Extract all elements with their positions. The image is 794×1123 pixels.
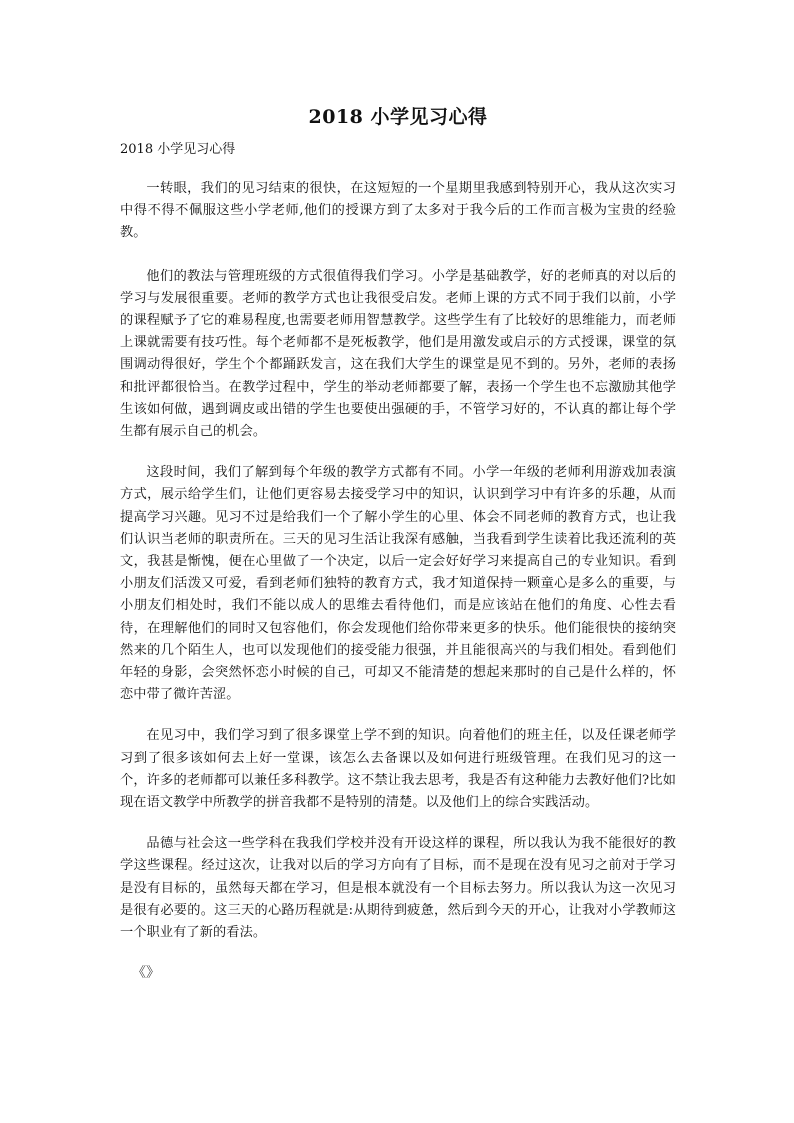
- paragraph-4: 在见习中，我们学习到了很多课堂上学不到的知识。向着他们的班主任，以及任课老师学习到了很多该如何去上好一堂课，该怎么去备课以及如何进行班级管理。在我们见习的这一个，许多的老师都可以兼任多科教学。这不禁让我去思考，我是否有这种能力去教好他们?比如现在语文教学中所教学的拼音我都不是特别的清楚。以及他们上的综合实践活动。: [120, 728, 676, 811]
- document-subtitle: 2018 小学见习心得: [120, 142, 236, 157]
- document-page: [120, 104, 676, 983]
- paragraph-1: 一转眼，我们的见习结束的很快，在这短短的一个星期里我感到特别开心，我从这次实习中得不得不佩服这些小学老师,他们的授课方到了太多对于我今后的工作而言极为宝贵的经验教。: [120, 181, 676, 241]
- paragraph-2: 他们的教法与管理班级的方式很值得我们学习。小学是基础教学，好的老师真的对以后的学习与发展很重要。老师的教学方式也让我很受启发。老师上课的方式不同于我们以前，小学的课程赋予了它的难易程度,也需要老师用智慧教学。这些学生有了比较好的思维能力，而老师上课就需要有技巧性。每个老师都不是死板教学，他们是用激发或启示的方式授课，课堂的氛围调动得很好，学生个个都踊跃发言，这在我们大学生的课堂是见不到的。另外，老师的表扬和批评都很恰当。在教学过程中，学生的举动老师都要了解，表扬一个学生也不忘激励其他学生该如何做，遇到调皮或出错的学生也要使出强硬的手，不管学习好的，不认真的都让每个学生都有展示自己的机会。: [120, 268, 676, 440]
- document-title: 2018 小学见习心得: [308, 106, 488, 128]
- end-marks: 《》: [132, 965, 160, 982]
- paragraph-3: 这段时间，我们了解到每个年级的教学方式都有不同。小学一年级的老师利用游戏加表演方式，展示给学生们，让他们更容易去接受学习中的知识，认识到学习中有许多的乐趣，从而提高学习兴趣。见习不过是给我们一个了解小学生的心里、体会不同老师的教育方式，也让我们认识当老师的职责所在。三天的见习生活让我深有感触，当我看到学生读着比我还流利的英文，我甚是惭愧，便在心里做了一个决定，以后一定会好好学习来提高自己的专业知识。看到小朋友们活泼又可爱，看到老师们独特的教育方式，我才知道保持一颗童心是多么的重要，与小朋友们相处时，我们不能以成人的思维去看待他们，而是应该站在他们的角度、心性去看待，在理解他们的同时又包容他们，你会发现他们给你带来更多的快乐。他们能很快的接纳突然来的几个陌生人，也可以发现他们的接受能力很强，并且能很高兴的与我们相处。看到他们年轻的身影，会突然怀恋小时候的自己，可却又不能清楚的想起来那时的自己是什么样的，怀恋中带了微许苦涩。: [120, 465, 676, 703]
- paragraph-5: 品德与社会这一些学科在我我们学校并没有开设这样的课程，所以我认为我不能很好的教学这些课程。经过这次，让我对以后的学习方向有了目标，而不是现在没有见习之前对于学习是没有目标的，虽然每天都在学习，但是根本就没有一个目标去努力。所以我认为这一次见习是很有必要的。这三天的心路历程就是:从期待到疲惫，然后到今天的开心，让我对小学教师这一个职业有了新的看法。: [120, 836, 676, 941]
